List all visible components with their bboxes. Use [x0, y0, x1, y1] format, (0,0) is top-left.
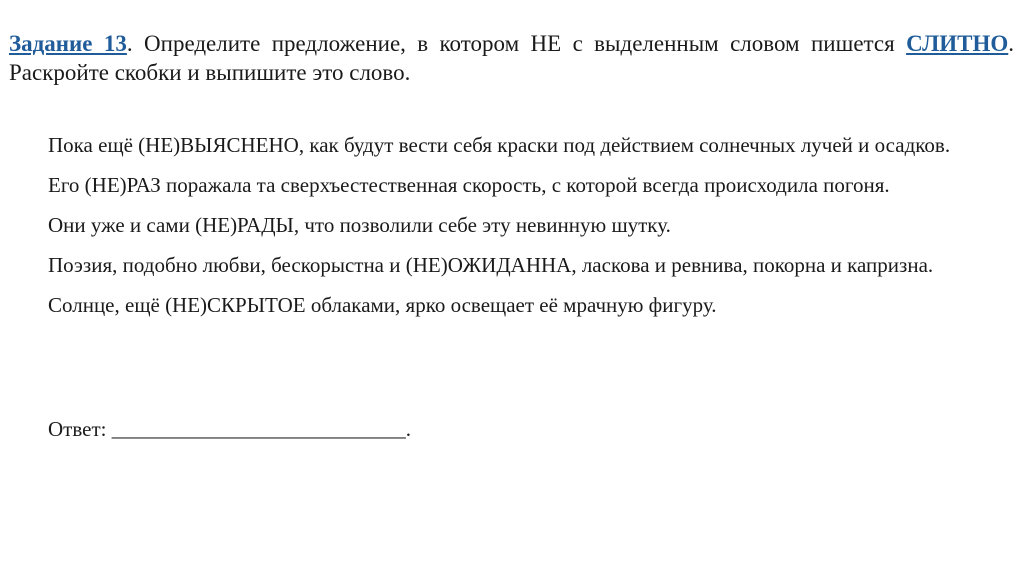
task-emphasis-link[interactable]: СЛИТНО — [906, 31, 1009, 56]
task-text-part1: . Определите предложение, в котором НЕ с выделенным словом пишется — [126, 31, 907, 56]
task-text-part2: . Раскройте скобки и выпишите это слово. — [9, 31, 1014, 85]
answer-line — [48, 415, 411, 443]
task-number-link[interactable]: Задание 13 — [9, 31, 127, 56]
sentence-4: Поэзия, подобно любви, бескорыстна и (НЕ)ОЖИДАННА, ласкова и ревнива, покорна и капризна. — [48, 253, 934, 277]
sentence-list — [18, 131, 1000, 331]
answer-label: Ответ: — [48, 417, 107, 441]
sentence-1: Пока ещё (НЕ)ВЫЯСНЕНО, как будут вести себя краски под действием солнечных лучей и осадков. — [48, 133, 951, 157]
sentence-2: Его (НЕ)РАЗ поражала та сверхъестественная скорость, с которой всегда происходила погоня. — [48, 173, 890, 197]
answer-blank: ____________________________. — [106, 417, 411, 441]
sentence-3: Они уже и сами (НЕ)РАДЫ, что позволили себе эту невинную шутку. — [48, 213, 671, 237]
sentence-5: Солнце, ещё (НЕ)СКРЫТОЕ облаками, ярко освещает её мрачную фигуру. — [48, 293, 717, 317]
task-instruction — [9, 29, 1014, 87]
